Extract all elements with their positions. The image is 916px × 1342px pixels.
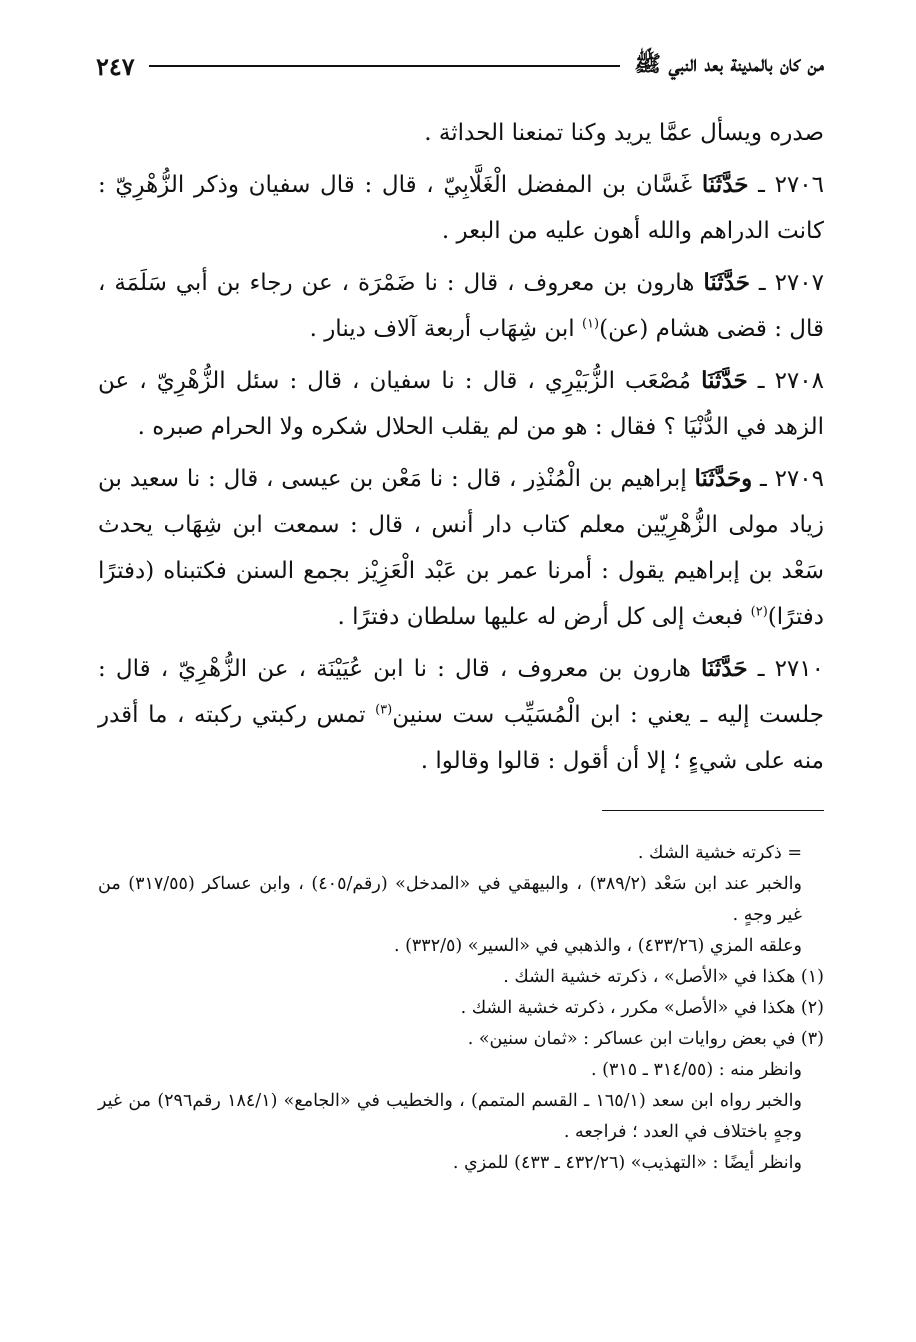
hadith-heading: حَدَّثَنَا	[701, 367, 748, 394]
page-number: ٢٤٧	[96, 51, 135, 81]
footnote-marker: (١)	[581, 316, 600, 332]
hadith-2709	[98, 456, 824, 640]
footnote-line: وانظر منه : (٣١٤/٥٥ ـ ٣١٥) .	[591, 1060, 802, 1080]
hadith-text-continued: فبعث إلى كل أرض له عليها سلطان دفترًا .	[337, 604, 744, 630]
hadith-number: ٢٧٠٨ ـ	[757, 368, 824, 394]
paragraph-continuation	[98, 110, 824, 156]
hadith-text: إبراهيم بن الْمُنْذِر ، قال : نا مَعْن بن عيسى ، قال : نا سعيد بن زياد مولى الزُّهْرِيّين معلم كتاب دار أنس ، قال : سمعت ابن شِهَاب يحدث سَعْد بن إبراهيم يقول : أمرنا عمر بن عَبْد الْعَزِيْز بجمع السنن فكتبناه (دفترًا دفترًا)	[98, 466, 824, 630]
footnote-3: (٣) في بعض روايات ابن عساكر : «ثمان سنين» .	[467, 1029, 824, 1049]
footnote-2: (٢) هكذا في «الأصل» مكرر ، ذكرته خشية الشك .	[460, 998, 824, 1018]
footnote-separator	[602, 810, 824, 811]
footnotes	[98, 838, 824, 1179]
hadith-number: ٢٧١٠ ـ	[757, 656, 824, 682]
hadith-text: هارون بن معروف ، قال : نا ضَمْرَة ، عن رجاء بن أبي سَلَمَة ، قال : قضى هشام (عن)	[98, 270, 824, 342]
hadith-2710	[98, 646, 824, 784]
hadith-text: هارون بن معروف ، قال : نا ابن عُيَيْنَة ، عن الزُّهْرِيّ ، قال : جلست إليه ـ يعني : ابن الْمُسَيِّب ست سنين	[98, 656, 824, 728]
hadith-heading: حَدَّثَنَا	[700, 655, 748, 682]
hadith-2706	[98, 162, 824, 254]
footnote-line: = ذكرته خشية الشك .	[637, 843, 802, 863]
running-title: من كان بالمدينة بعد النبي ﷺ	[634, 51, 824, 77]
hadith-text: غَسَّان بن المفضل الْغَلَّابِيّ ، قال : قال سفيان وذكر الزُّهْرِيّ : كانت الدراهم والله أهون عليه من البعر .	[98, 172, 824, 244]
hadith-heading: حَدَّثَنَا	[703, 269, 750, 296]
footnote-line: والخبر عند ابن سَعْد (٣٨٩/٢) ، والبيهقي في «المدخل» (رقم/٤٠٥) ، وابن عساكر (٣١٧/٥٥) من غير وجهٍ .	[98, 874, 802, 925]
hadith-text-continued: تمس ركبتي ركبته ، ما أقدر منه على شيءٍ ؛ إلا أن أقول : قالوا وقالوا .	[98, 702, 824, 774]
footnote-line: وعلقه المزي (٤٣٣/٢٦) ، والذهبي في «السير» (٣٣٢/٥) .	[393, 936, 802, 956]
footnote-line: وانظر أيضًا : «التهذيب» (٤٣٢/٢٦ ـ ٤٣٣) للمزي .	[452, 1153, 802, 1173]
header-rule	[149, 65, 621, 67]
hadith-number: ٢٧٠٧ ـ	[758, 270, 824, 296]
hadith-heading: وحَدَّثَنَا	[694, 465, 753, 492]
hadith-heading: حَدَّثَنَا	[701, 171, 749, 198]
hadith-text-continued: ابن شِهَاب أربعة آلاف دينار .	[309, 316, 575, 342]
hadith-number: ٢٧٠٩ ـ	[760, 466, 824, 492]
main-text	[98, 110, 824, 790]
hadith-text: مُصْعَب الزُّبَيْرِي ، قال : نا سفيان ، قال : سئل الزُّهْرِيّ ، عن الزهد في الدُّنْيَا ؟ فقال : هو من لم يقلب الحلال شكره ولا الحرام صبره .	[98, 368, 824, 440]
hadith-2708	[98, 358, 824, 450]
footnote-marker: (٢)	[750, 604, 768, 620]
page-header	[96, 46, 824, 86]
hadith-2707	[98, 260, 824, 352]
footnote-marker: (٣)	[375, 702, 393, 718]
footnote-line: والخبر رواه ابن سعد (١٦٥/١ ـ القسم المتمم) ، والخطيب في «الجامع» (١٨٤/١ رقم٢٩٦) من غير وجهٍ باختلاف في العدد ؛ فراجعه .	[98, 1091, 802, 1142]
footnote-1: (١) هكذا في «الأصل» ، ذكرته خشية الشك .	[503, 967, 824, 987]
paragraph-text: صدره ويسأل عمَّا يريد وكنا تمنعنا الحداثة .	[424, 120, 824, 146]
hadith-number: ٢٧٠٦ ـ	[758, 172, 824, 198]
